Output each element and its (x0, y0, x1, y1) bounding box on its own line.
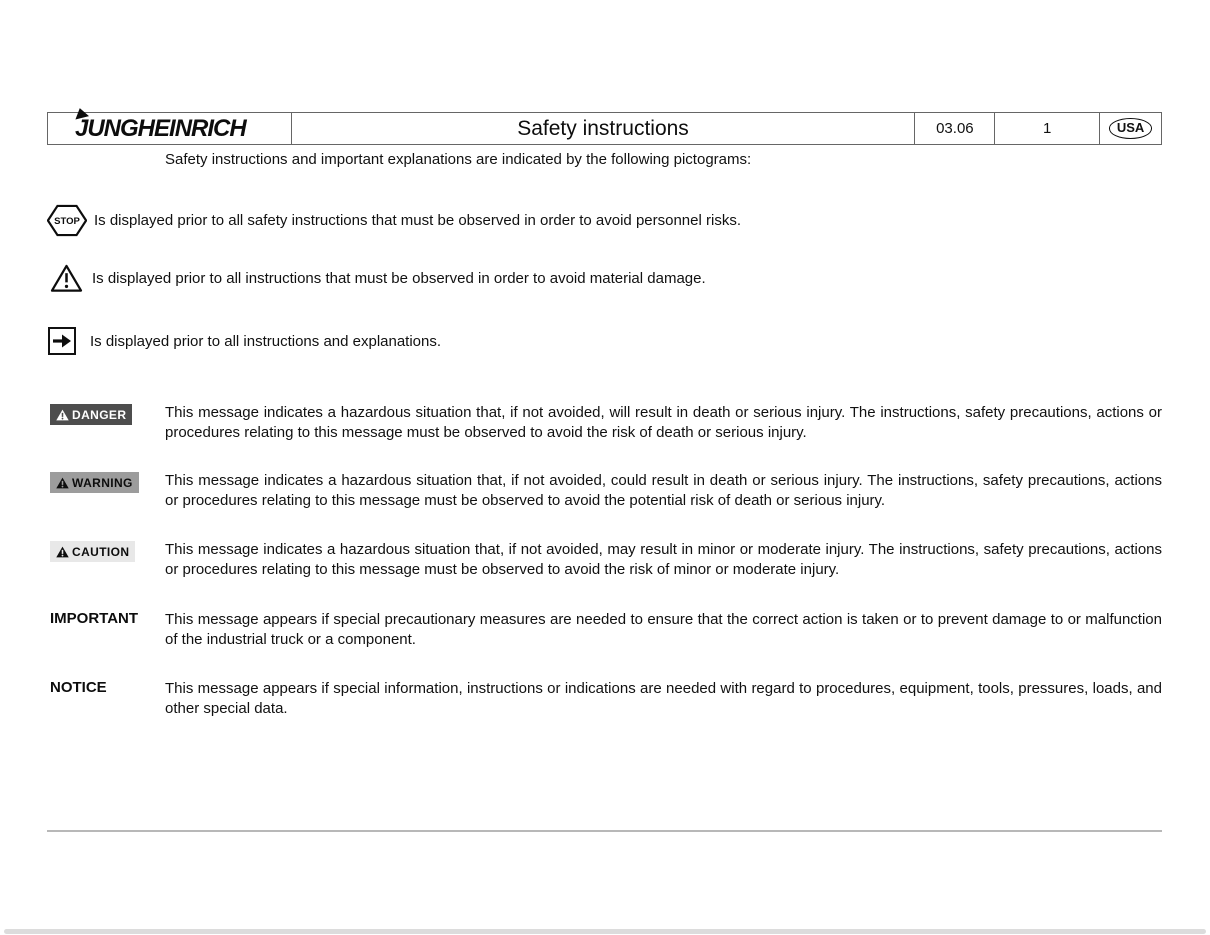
revision-date: 03.06 (936, 120, 974, 137)
message-text: This message appears if special precautionary measures are needed to ensure that the correct action is taken or to prevent damage to or malfunction of the industrial truck or a component. (165, 611, 1162, 648)
badge-label: DANGER (72, 407, 127, 422)
warning-badge (50, 472, 139, 493)
message-row-notice (47, 679, 1162, 718)
important-label: IMPORTANT (50, 610, 139, 627)
region-badge: USA (1109, 118, 1152, 139)
warning-triangle-icon (50, 264, 83, 293)
header-cell-page (994, 113, 1099, 144)
message-text: This message appears if special information, instructions or indications are needed with regard to procedures, equipment, tools, pressures, loads, and other special data. (165, 680, 1162, 717)
message-text: This message indicates a hazardous situation that, if not avoided, may result in minor or moderate injury. The instructions, safety precautions, actions or procedures relating to this message must be observed to avoid the risk of minor or moderate injury. (165, 541, 1162, 578)
header-cell-region (1099, 113, 1161, 144)
pictogram-text: Is displayed prior to all instructions and explanations. (90, 332, 442, 350)
pictogram-row-note (48, 327, 441, 355)
message-row-caution (47, 540, 1162, 579)
caution-badge (50, 541, 135, 562)
pictogram-row-warning (50, 264, 706, 293)
header-table (47, 112, 1162, 145)
page-title: Safety instructions (517, 116, 689, 140)
message-row-important (47, 610, 1162, 649)
danger-badge (50, 404, 132, 425)
notice-label: NOTICE (50, 679, 107, 696)
message-row-danger (47, 403, 1162, 442)
message-text: This message indicates a hazardous situation that, if not avoided, could result in death or serious injury. The instructions, safety precautions, actions or procedures relating to this message must be observed to avoid the potential risk of death or serious injury. (165, 472, 1162, 509)
message-row-warning (47, 471, 1162, 510)
header-cell-revision (914, 113, 994, 144)
badge-label: WARNING (72, 475, 133, 490)
warning-triangle-icon (56, 477, 69, 489)
message-text: This message indicates a hazardous situation that, if not avoided, will result in death or serious injury. The instructions, safety precautions, actions or procedures relating to this message must be observed to avoid the risk of death or serious injury. (165, 404, 1162, 441)
pictogram-text: Is displayed prior to all safety instructions that must be observed in order to avoid personnel risks. (94, 212, 741, 229)
jungheinrich-logo (75, 114, 246, 142)
pictogram-row-stop (47, 202, 741, 239)
stop-sign-icon (47, 202, 87, 239)
warning-triangle-icon (56, 546, 69, 558)
page-number: 1 (1043, 120, 1052, 137)
footer-divider (47, 830, 1162, 832)
intro-text: Safety instructions and important explanations are indicated by the following pictograms: (165, 151, 752, 168)
logo-text: JUNGHEINRICH (75, 114, 246, 142)
badge-label: CAUTION (72, 544, 130, 559)
warning-triangle-icon (56, 409, 69, 421)
header-cell-logo (48, 113, 291, 144)
right-arrow-icon (52, 333, 72, 349)
pictogram-text: Is displayed prior to all instructions that must be observed in order to avoid material damage. (92, 270, 706, 287)
horizontal-scrollbar[interactable] (4, 929, 1206, 934)
stop-label: STOP (54, 216, 80, 228)
arrow-box-icon (48, 327, 76, 355)
header-cell-title (291, 113, 915, 144)
